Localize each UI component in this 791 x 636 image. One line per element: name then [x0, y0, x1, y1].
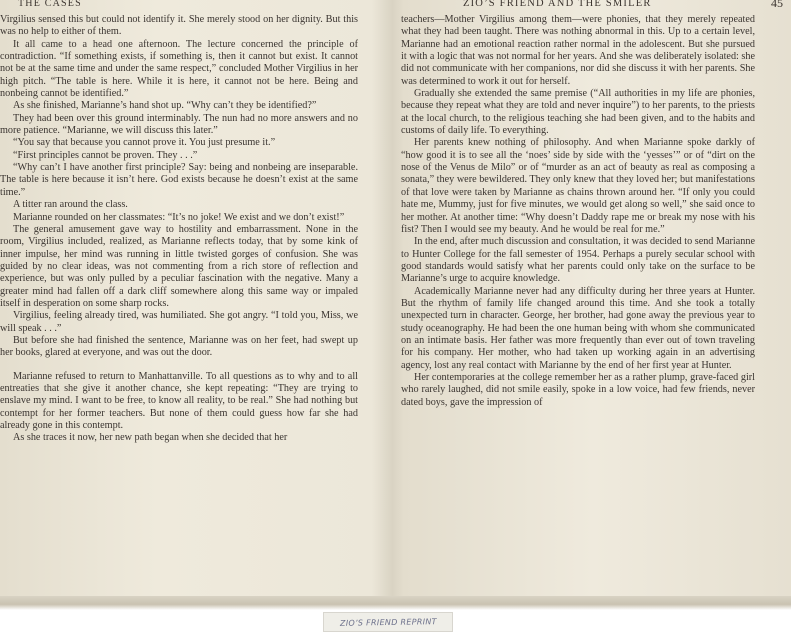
- paragraph: Virgilius sensed this but could not identify it. She merely stood on her dignity. But this was no help to either of them.: [0, 14, 358, 38]
- right-page: [399, 0, 791, 600]
- paragraph: In the end, after much discussion and consultation, it was decided to send Marianne to Hunter College for the fall semester of 1954. Perhaps a purely secular school with good standards would satisfy what her parents could only take on the surface to be Marianne’s urge to acquire knowledge.: [401, 236, 755, 285]
- paragraph: Marianne rounded on her classmates: “It’s no joke! We exist and we don’t exist!”: [13, 211, 345, 223]
- left-page-text: [0, 14, 358, 445]
- page-number: 45: [771, 0, 783, 10]
- paragraph: The general amusement gave way to hostility and embarrassment. None in the room, Virgilius included, realized, as Marianne reflects today, that by some kink of inner impulse, her mind was running in little twisted gorges of confusion. She was guided by no clear ideas, was not commenting from a rich store of reflection and experience, but was only pulled by a peculiar fascination with the negative. Many a greater mind had fallen off a dark cliff somewhere along this same way or impaled itself in desperation on some sharp rocks.: [0, 223, 358, 309]
- paragraph: As she traces it now, her new path began when she decided that her: [13, 432, 288, 444]
- paragraph: Virgilius, feeling already tired, was humiliated. She got angry. “I told you, Miss, we will speak . . .”: [0, 310, 358, 334]
- paragraph: Academically Marianne never had any difficulty during her three years at Hunter. But the rhythm of family life changed around this time. And she took a totally unexpected turn in character. George, her brother, had gone away the previous year to study oceanography. He had been the one human being with whom she communicated on an intimate basis. Her father was more frequently than ever out of town traveling for his company. Her mother, who had taken up working again in an advertising agency, lost any real contact with Marianne by the end of her first year at Hunter.: [401, 285, 755, 371]
- handwritten-label: [323, 612, 453, 632]
- paragraph: They had been over this ground interminably. The nun had no more answers and no more patience. “Marianne, we will discuss this later.”: [0, 112, 358, 137]
- paragraph: teachers—Mother Virgilius among them—were phonies, that they merely repeated what they had been taught. There was nothing abnormal in this. Up to a certain level, Marianne had an emotional reaction rather normal in the adolescent. But she pursued it with a logic that was not normal for her years. And she was deliberately isolated: she did not communicate with her companions, nor did she discuss it with her parents. She was determined to work it out for herself.: [401, 14, 755, 87]
- paragraph: Her parents knew nothing of philosophy. And when Marianne spoke darkly of “how good it is to see all the ‘noes’ side by side with the ‘yesses’” or of “dirt on the nose of the Venus de Milo” or of “murder as an act of beauty as real as composing a sonata,” they were bewildered. They only knew that they loved her; but manifestations of that love were taken by Marianne as chains thrown around her. “If only you could hate me, Mummy, just for five minutes, we would get along so well,” she said once to her mother. At another time: “Why doesn’t Daddy rape me or break my nose with his fist? Then I would see my beauty. And he would be real for me.”: [401, 137, 755, 235]
- left-page: [0, 0, 396, 600]
- label-text: ZIO’S FRIEND REPRINT: [339, 616, 437, 628]
- paragraph: But before she had finished the sentence, Marianne was on her feet, had swept up her books, glared at everyone, and was out the door.: [0, 334, 358, 359]
- right-running-head: ZIO’S FRIEND AND THE SMILER: [463, 0, 652, 9]
- paragraph: Marianne refused to return to Manhattanville. To all questions as to why and to all entreaties that she give it another chance, she kept repeating: “They are trying to enslave my mind. I want to be free, to know all reality, to be real.” She had nothing but contempt for her former teachers. But none of them could guess how far she had already gone in this contempt.: [0, 370, 358, 431]
- right-page-text: [401, 14, 755, 409]
- paragraph: “You say that because you cannot prove it. You just presume it.”: [13, 137, 276, 149]
- paragraph: “Why can’t I have another first principle? Say: being and nonbeing are inseparable. The table is here because it isn’t here. God exists because he doesn’t exist at the same time.”: [0, 162, 358, 198]
- paragraph: A titter ran around the class.: [13, 199, 128, 211]
- paragraph: Her contemporaries at the college remember her as a rather plump, grave-faced girl who rarely laughed, did not smile easily, spoke in a low voice, had few friends, never dated boys, gave the impression of: [401, 371, 755, 408]
- left-running-head: THE CASES: [18, 0, 82, 9]
- paragraph: Gradually she extended the same premise (“All authorities in my life are phonies, because they repeat what they are told and never inquire”) to her parents, to the priests at the local church, to the religious teaching she had been given, and to the habits and customs of daily life. To everything.: [401, 88, 755, 137]
- paragraph: “First principles cannot be proven. They . . .”: [13, 149, 198, 161]
- paragraph: As she finished, Marianne’s hand shot up. “Why can’t they be identified?”: [13, 100, 317, 112]
- paragraph: It all came to a head one afternoon. The lecture concerned the principle of contradiction. “If something exists, if something is, then it cannot but exist. It cannot not be at the same time and under the same respect,” concluded Mother Virgilius in her high pitch. “The table is here. While it is here, it cannot not be here. Being and nonbeing cannot be identified.”: [0, 38, 358, 100]
- page-bottom-edge: [0, 596, 791, 610]
